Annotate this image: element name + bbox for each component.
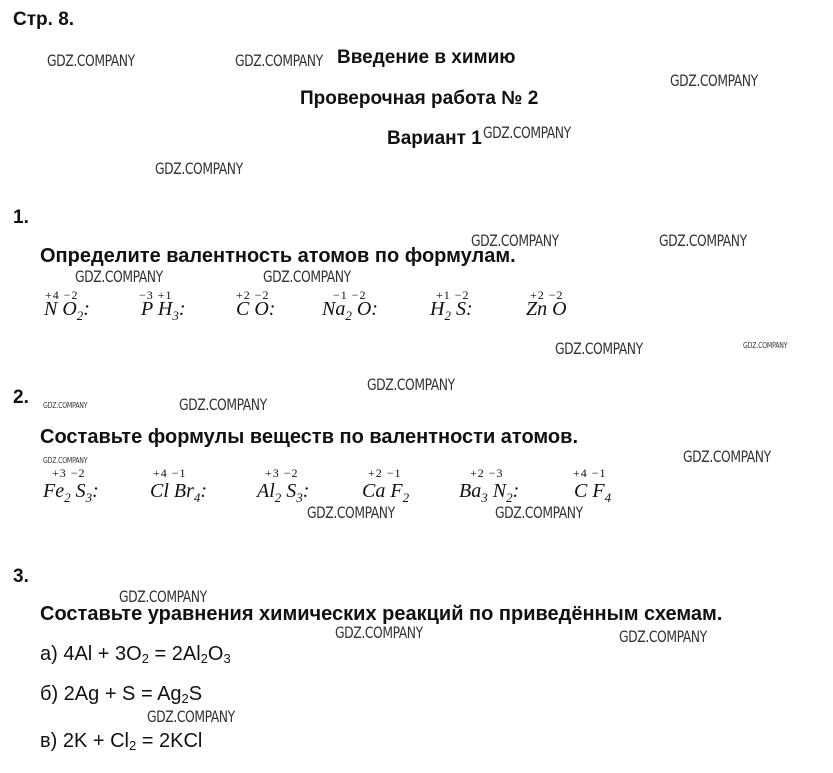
watermark-text: GDZ.COMPANY — [555, 339, 643, 358]
oxidation-states: −1 −2 — [333, 288, 367, 302]
watermark-text: GDZ.COMPANY — [495, 503, 583, 522]
work-title: Проверочная работа № 2 — [300, 88, 539, 109]
formula-co: C O: — [236, 298, 276, 320]
equation-a: а) $4Al + 3O_2 = 2Al_2O_3$ — [40, 643, 231, 666]
watermark-text: GDZ.COMPANY — [75, 267, 163, 286]
formula-al2s3: $Al_2$ $S_3$: — [257, 480, 310, 505]
watermark-text: GDZ.COMPANY — [483, 123, 571, 142]
watermark-text: GDZ.COMPANY — [155, 159, 243, 178]
task1-text: Определите валентность атомов по формулам. — [40, 245, 516, 267]
task3-number: 3. — [13, 566, 29, 587]
oxidation-states: +2 −2 — [530, 288, 564, 302]
watermark-text: GDZ.COMPANY — [471, 231, 559, 250]
oxidation-states: +4 −2 — [45, 288, 79, 302]
page-label: Стр. 8. — [13, 9, 75, 30]
watermark-text: GDZ.COMPANY — [743, 341, 788, 350]
watermark-text: GDZ.COMPANY — [670, 71, 758, 90]
oxidation-states: +4 −1 — [153, 466, 187, 480]
oxidation-states: +2 −1 — [368, 466, 402, 480]
formula-fe2s3: $Fe_2$ $S_3$: — [43, 480, 99, 505]
watermark-text: GDZ.COMPANY — [619, 627, 707, 646]
formula-na2o: $Na_2$ O: — [322, 298, 378, 323]
watermark-text: GDZ.COMPANY — [47, 51, 135, 70]
watermark-text: GDZ.COMPANY — [263, 267, 351, 286]
formula-ph3: P $H_3$: — [141, 298, 186, 323]
oxidation-states: +4 −1 — [573, 466, 607, 480]
variant-title: Вариант 1 — [387, 128, 482, 149]
watermark-text: GDZ.COMPANY — [307, 503, 395, 522]
oxidation-states: +2 −2 — [236, 288, 270, 302]
task2-text: Составьте формулы веществ по валентности атомов. — [40, 426, 578, 448]
watermark-text: GDZ.COMPANY — [43, 401, 88, 410]
oxidation-states: +2 −3 — [470, 466, 504, 480]
formula-ba3n2: $Ba_3$ $N_2$: — [459, 480, 520, 505]
watermark-text: GDZ.COMPANY — [43, 456, 88, 465]
task1-number: 1. — [13, 207, 29, 228]
watermark-text: GDZ.COMPANY — [659, 231, 747, 250]
formula-caf2: Ca $F_2$ — [362, 480, 410, 505]
watermark-text: GDZ.COMPANY — [683, 447, 771, 466]
formula-h2s: $H_2$ S: — [430, 298, 473, 323]
watermark-text: GDZ.COMPANY — [119, 587, 207, 606]
watermark-text: GDZ.COMPANY — [335, 623, 423, 642]
watermark-text: GDZ.COMPANY — [235, 51, 323, 70]
formula-no2: N $O_2$: — [44, 298, 90, 323]
equation-c: в) $2K + Cl_2 = 2KCl$ — [40, 730, 203, 753]
task2-number: 2. — [13, 387, 29, 408]
oxidation-states: +3 −2 — [52, 466, 86, 480]
oxidation-states: +1 −2 — [436, 288, 470, 302]
watermark-text: GDZ.COMPANY — [147, 707, 235, 726]
formula-cf4: C $F_4$ — [574, 480, 612, 505]
page-title: Введение в химию — [337, 47, 516, 68]
formula-clbr4: Cl $Br_4$: — [150, 480, 208, 505]
task3-text: Составьте уравнения химических реакций по приведённым схемам. — [40, 603, 723, 625]
watermark-text: GDZ.COMPANY — [179, 395, 267, 414]
oxidation-states: −3 +1 — [139, 288, 173, 302]
oxidation-states: +3 −2 — [265, 466, 299, 480]
watermark-text: GDZ.COMPANY — [367, 375, 455, 394]
equation-b: б) $2Ag + S = Ag_2S$ — [40, 683, 203, 706]
formula-zno: Zn O — [526, 298, 567, 320]
